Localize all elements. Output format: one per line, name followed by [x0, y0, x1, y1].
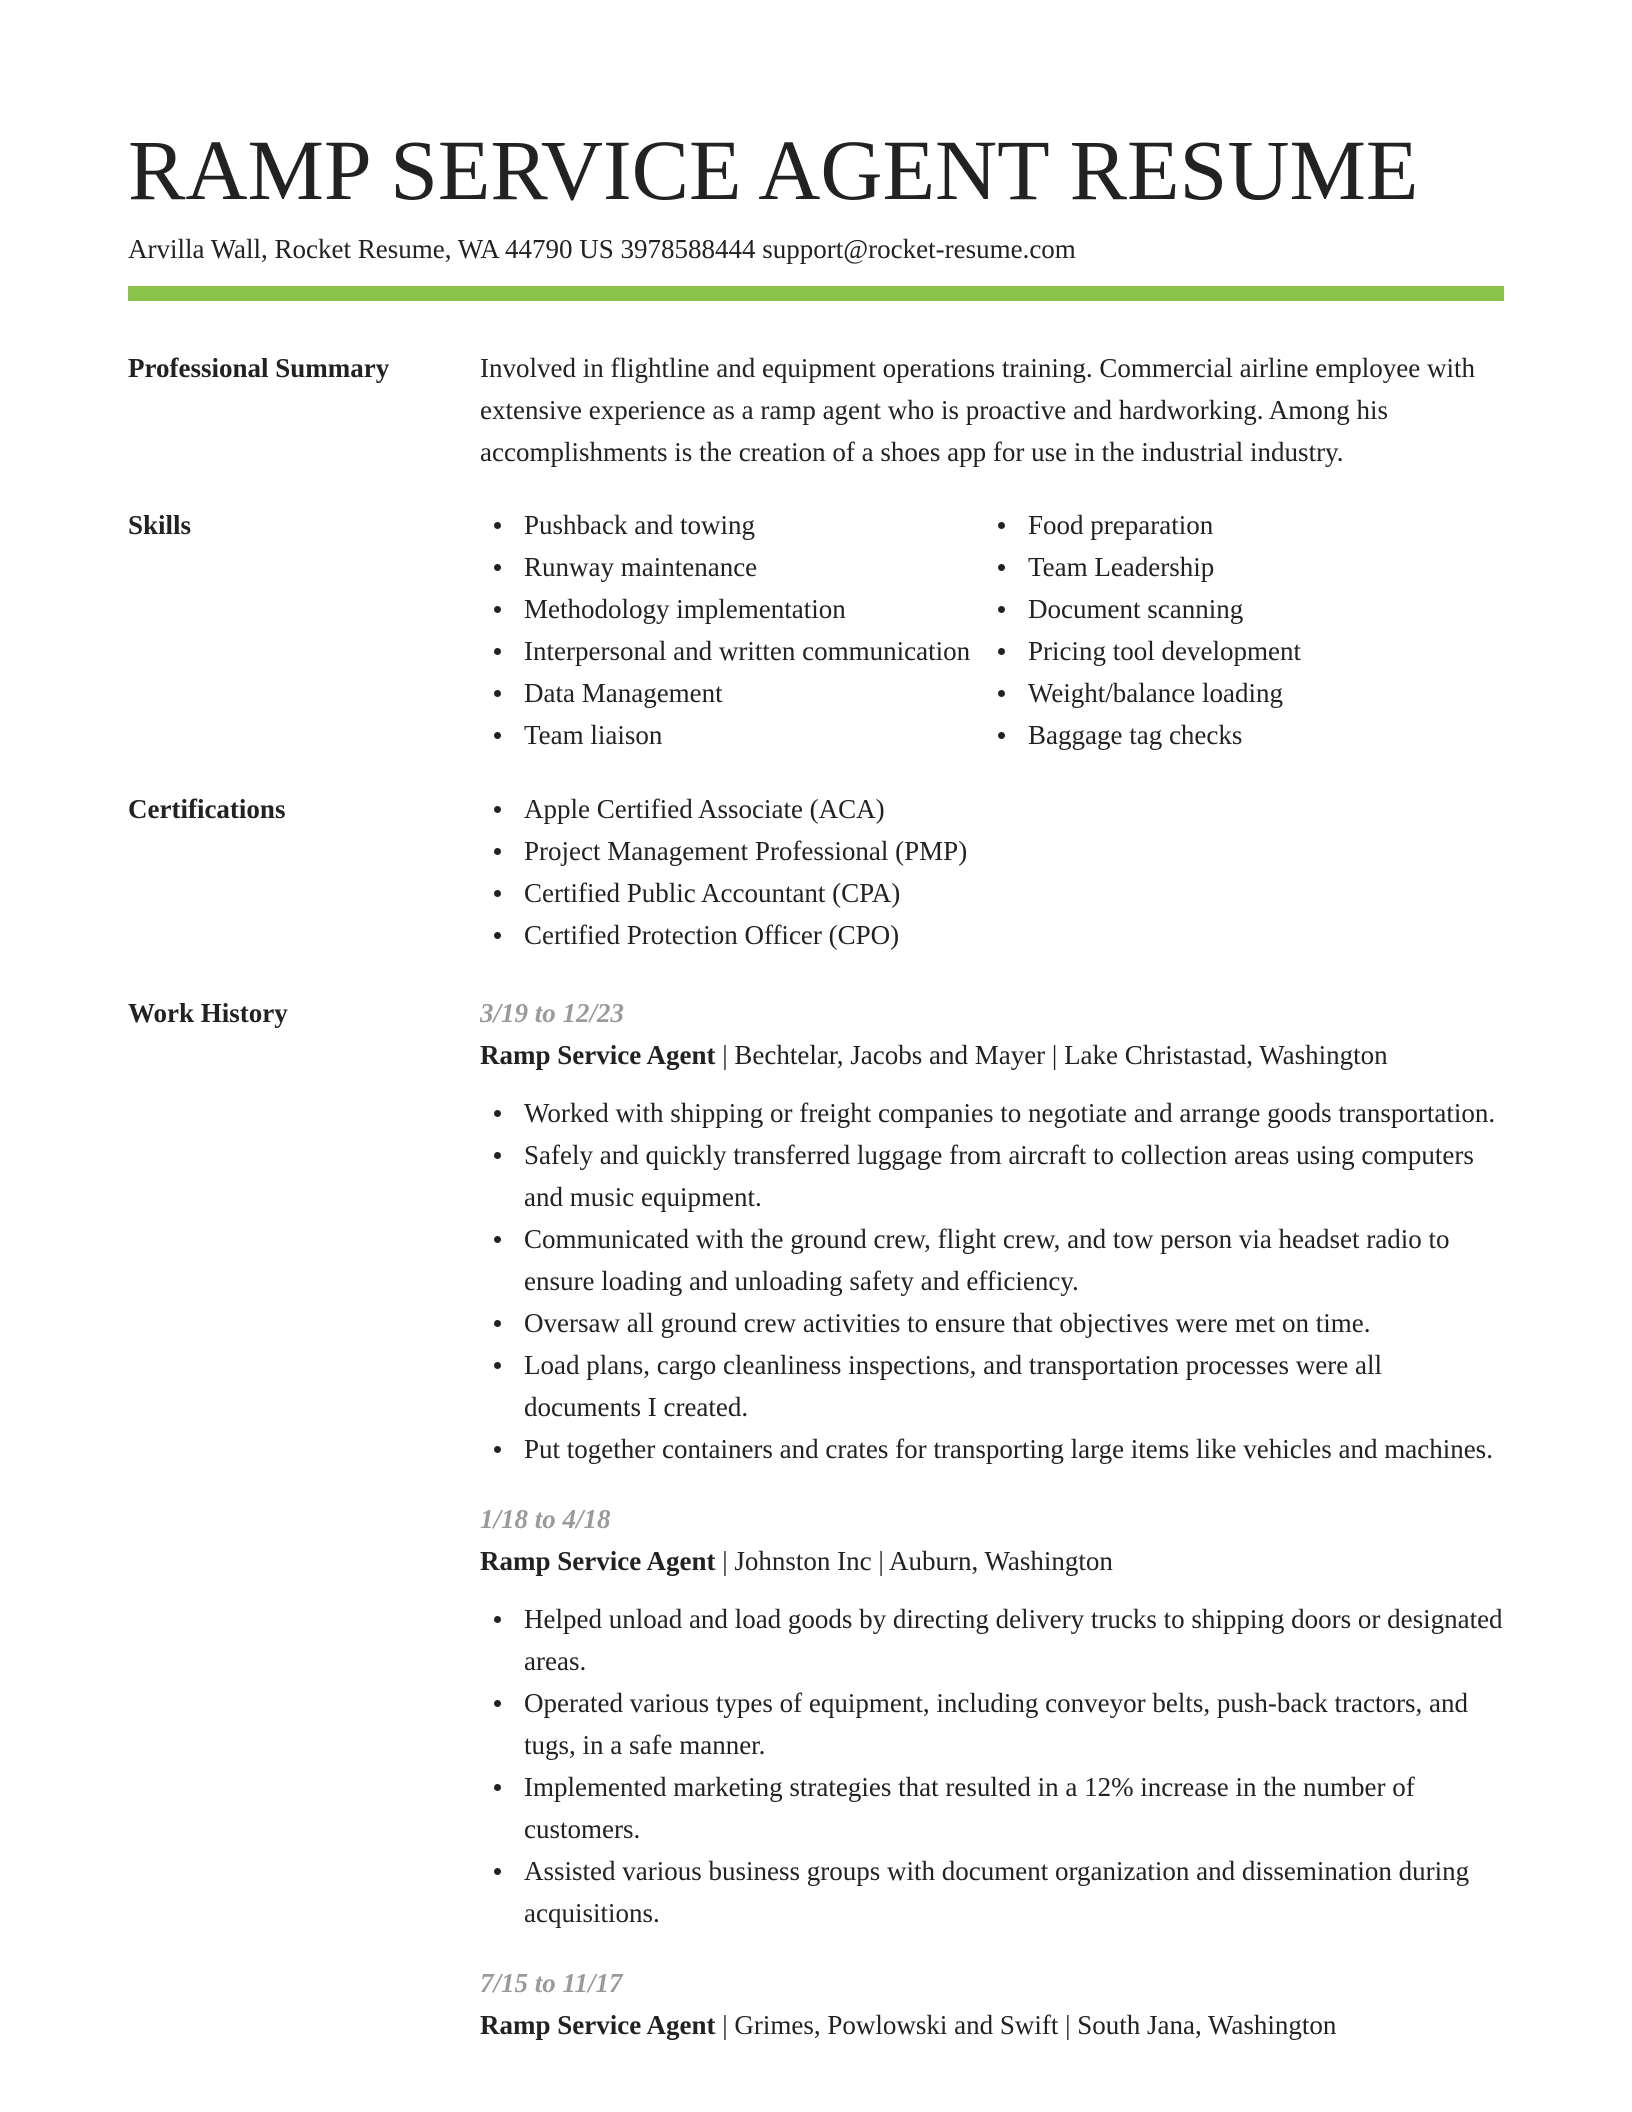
- skills-heading: Skills: [128, 510, 192, 540]
- job-entry: [480, 992, 1504, 1470]
- skill-item: Document scanning: [984, 588, 1301, 630]
- contact-line: Arvilla Wall, Rocket Resume, WA 44790 US 3978588444 support@rocket-resume.com: [128, 234, 1076, 264]
- job-bullet: Safely and quickly transferred luggage from aircraft to collection areas using computers and music equipment.: [480, 1134, 1504, 1218]
- job-title: Ramp Service Agent: [480, 2010, 716, 2040]
- job-employer-location: | Grimes, Powlowski and Swift | South Jana, Washington: [715, 2010, 1337, 2040]
- certification-item: Apple Certified Associate (ACA): [480, 788, 1504, 830]
- job-heading: [480, 1034, 1504, 1076]
- job-bullets: [480, 1598, 1504, 1934]
- resume-title: RAMP SERVICE AGENT RESUME: [128, 122, 1419, 218]
- job-employer-location: | Johnston Inc | Auburn, Washington: [715, 1546, 1113, 1576]
- skill-item: Baggage tag checks: [984, 714, 1301, 756]
- job-dates: 1/18 to 4/18: [480, 1504, 611, 1534]
- skills-list-right: [984, 504, 1301, 756]
- certifications-content: [480, 788, 1504, 956]
- job-entry: [480, 1498, 1504, 1934]
- job-heading: [480, 1540, 1504, 1582]
- job-employer-location: | Bechtelar, Jacobs and Mayer | Lake Christastad, Washington: [715, 1040, 1388, 1070]
- job-bullet: Put together containers and crates for transporting large items like vehicles and machines.: [480, 1428, 1504, 1470]
- skill-item: Food preparation: [984, 504, 1301, 546]
- certification-item: Project Management Professional (PMP): [480, 830, 1504, 872]
- skill-item: Weight/balance loading: [984, 672, 1301, 714]
- skills-content: [480, 504, 1504, 756]
- job-bullets: [480, 1092, 1504, 1470]
- skill-item: Data Management: [480, 672, 970, 714]
- job-heading: [480, 2004, 1504, 2046]
- job-bullet: Oversaw all ground crew activities to ensure that objectives were met on time.: [480, 1302, 1504, 1344]
- certification-item: Certified Protection Officer (CPO): [480, 914, 1504, 956]
- job-dates: 3/19 to 12/23: [480, 998, 625, 1028]
- summary-heading: Professional Summary: [128, 353, 390, 383]
- job-bullet: Operated various types of equipment, including conveyor belts, push-back tractors, and tugs, in a safe manner.: [480, 1682, 1504, 1766]
- summary-content: [480, 347, 1504, 473]
- skills-grid: [480, 504, 1504, 756]
- skill-item: Pricing tool development: [984, 630, 1301, 672]
- accent-divider: [128, 286, 1504, 301]
- work-history-content: [480, 992, 1504, 2074]
- job-bullet: Worked with shipping or freight companies to negotiate and arrange goods transportation.: [480, 1092, 1504, 1134]
- skill-item: Pushback and towing: [480, 504, 970, 546]
- job-bullet: Implemented marketing strategies that resulted in a 12% increase in the number of customers.: [480, 1766, 1504, 1850]
- certifications-heading: Certifications: [128, 794, 286, 824]
- job-dates: 7/15 to 11/17: [480, 1968, 623, 1998]
- job-bullet: Communicated with the ground crew, flight crew, and tow person via headset radio to ensure loading and unloading safety and efficiency.: [480, 1218, 1504, 1302]
- certification-item: Certified Public Accountant (CPA): [480, 872, 1504, 914]
- summary-text: Involved in flightline and equipment operations training. Commercial airline employee with extensive experience as a ramp agent who is proactive and hardworking. Among his accomplishments is the creation of a shoes app for use in the industrial industry.: [480, 353, 1475, 467]
- job-bullet: Assisted various business groups with document organization and dissemination during acquisitions.: [480, 1850, 1504, 1934]
- skill-item: Team liaison: [480, 714, 970, 756]
- skill-item: Runway maintenance: [480, 546, 970, 588]
- certifications-list: [480, 788, 1504, 956]
- job-bullet: Load plans, cargo cleanliness inspections, and transportation processes were all documents I created.: [480, 1344, 1504, 1428]
- skill-item: Team Leadership: [984, 546, 1301, 588]
- job-title: Ramp Service Agent: [480, 1546, 716, 1576]
- job-bullet: Helped unload and load goods by directing delivery trucks to shipping doors or designated areas.: [480, 1598, 1504, 1682]
- job-title: Ramp Service Agent: [480, 1040, 716, 1070]
- skill-item: Methodology implementation: [480, 588, 970, 630]
- job-entry: [480, 1962, 1504, 2046]
- skill-item: Interpersonal and written communication: [480, 630, 970, 672]
- work-history-heading: Work History: [128, 998, 288, 1028]
- skills-list-left: [480, 504, 970, 756]
